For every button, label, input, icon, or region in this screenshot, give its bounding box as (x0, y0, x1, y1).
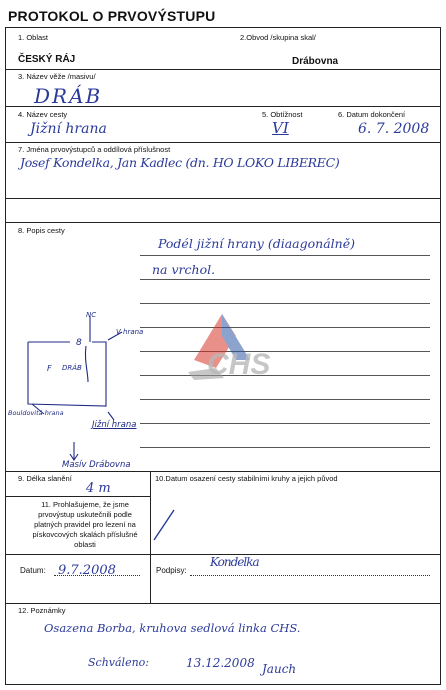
field-jmena-value: Josef Kondelka, Jan Kadlec (dn. HO LOKO LIBEREC) (20, 155, 340, 170)
datum-label: Datum: (20, 566, 46, 575)
field-obvod-label: 2.Obvod /skupina skal/ (240, 33, 316, 42)
field-datum-label: 6. Datum dokončení (338, 110, 406, 119)
podpisy-dots (190, 575, 430, 576)
approved-date: 13.12.2008 (186, 656, 255, 670)
route-pointer (108, 412, 114, 420)
ruled-line (140, 423, 430, 424)
datum-value: 9.7.2008 (58, 563, 116, 578)
logo-text: CHS (207, 348, 271, 381)
field-oblast-label: 1. Oblast (18, 33, 49, 42)
route-sketch (10, 300, 160, 480)
divider (5, 27, 441, 28)
approved-label: Schváleno: (88, 656, 149, 669)
divider (5, 496, 150, 497)
field-oblast-value: ČESKÝ RÁJ (18, 54, 76, 65)
tower-outline (28, 342, 106, 406)
frame-bottom (5, 684, 441, 685)
field-cesta-label: 4. Název cesty (18, 110, 68, 119)
sketch-vhrana: V hrana (116, 328, 144, 336)
field-kruhy-label: 10.Datum osazení cesty stabilními kruhy a jejich původ (155, 474, 338, 483)
field-popis-line1: Podél jižní hrany (diaagonálně) (158, 236, 355, 251)
route-line (85, 346, 88, 382)
sketch-route: Jižní hrana (92, 420, 137, 430)
ruled-line (140, 255, 430, 256)
signature-value: Kondelka (210, 555, 259, 569)
field-vez-label: 3. Název věže /masivu/ (18, 72, 96, 81)
podpisy-label: Podpisy: (156, 566, 187, 575)
field-poznamky-label: 12. Poznámky (18, 606, 66, 615)
divider (5, 198, 441, 199)
ruled-line (140, 279, 430, 280)
field-datum-value: 6. 7. 2008 (358, 121, 430, 137)
field-slaneni-label: 9. Délka slanění (18, 474, 72, 483)
divider (5, 603, 441, 604)
field-obtiznost-label: 5. Obtížnost (262, 110, 303, 119)
ruled-line (140, 399, 430, 400)
field-kruhy-strike (150, 504, 180, 544)
frame-left (5, 27, 6, 685)
field-obvod-value: Drábovna (292, 56, 339, 67)
field-vez-value: DRÁB (34, 84, 103, 108)
field-prohlaseni-label: 11. Prohlašujeme, že jsme prvovýstup uskutečnili podle platných pravidel pro lezení na pískovcových skalách příslušné oblasti (32, 500, 138, 549)
divider (5, 142, 441, 143)
sketch-f: F (47, 364, 52, 373)
frame-right (440, 27, 441, 685)
field-slaneni-value: 4 m (86, 481, 111, 496)
field-cesta-value: Jižní hrana (30, 121, 107, 137)
field-popis-line2: na vrchol. (152, 262, 216, 277)
sketch-tower: DRÁB (62, 364, 82, 372)
sketch-left-note: Bouldovitá hrana (8, 409, 64, 417)
massif-arrow (70, 442, 78, 460)
divider (5, 222, 441, 223)
form-title: PROTOKOL O PRVOVÝSTUPU (8, 8, 216, 24)
approved-sign: Jauch (262, 662, 297, 676)
divider (5, 106, 441, 107)
sketch-nc: NC (86, 311, 97, 319)
sketch-massif: Masív Drábovna (62, 460, 131, 470)
notes-value: Osazena Borba, kruhova sedlová linka CHS. (44, 621, 301, 635)
sketch-num: 8 (76, 338, 82, 348)
field-popis-label: 8. Popis cesty (18, 226, 65, 235)
field-jmena-label: 7. Jména prvovýstupců a oddílová příslušnost (18, 145, 171, 154)
field-obtiznost-value: VI (272, 119, 289, 137)
divider (5, 471, 441, 472)
ruled-line (140, 447, 430, 448)
divider (5, 69, 441, 70)
